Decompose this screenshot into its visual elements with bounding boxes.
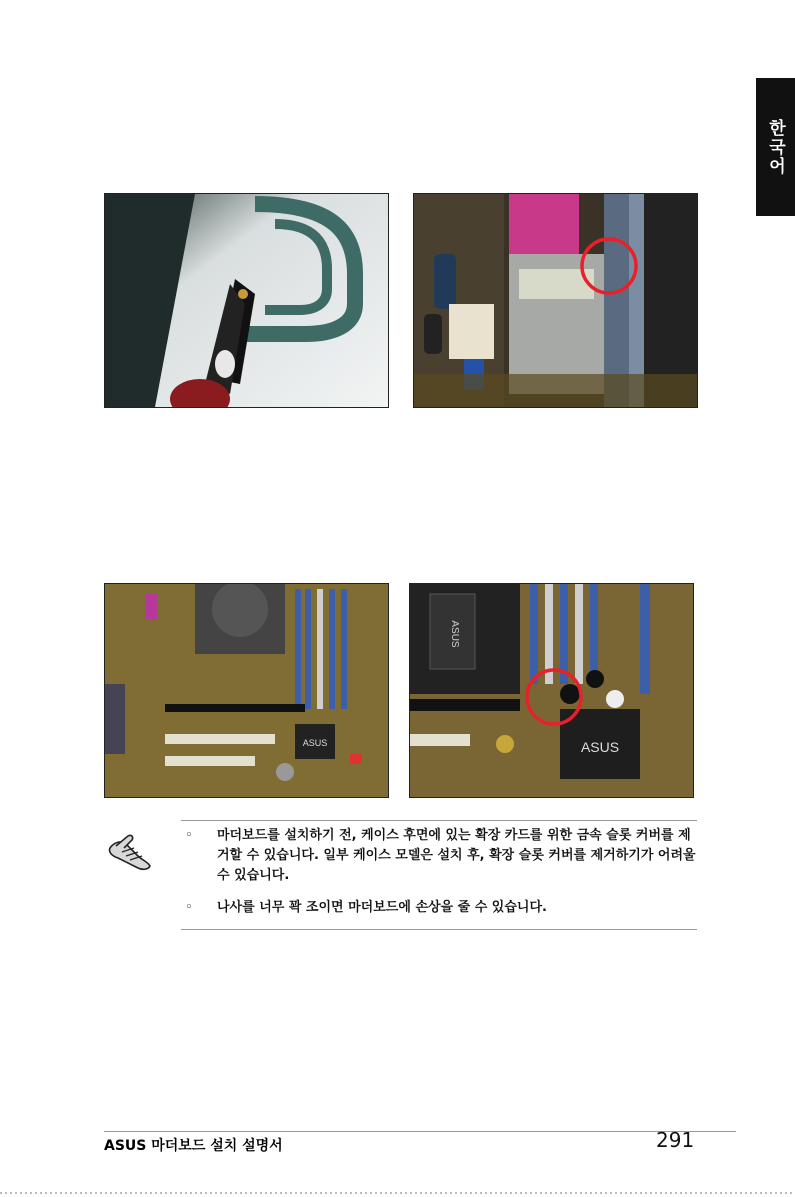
svg-text:ASUS: ASUS [302,738,328,748]
photo-pliers-case [104,193,389,408]
bottom-dotted-line [0,1192,795,1194]
language-tab [756,78,795,216]
photo-motherboard-overview [104,583,389,798]
language-tab-label: 한국어 [765,118,785,176]
photo-motherboard-screw-highlight [409,583,694,798]
note-text: 마더보드를 설치하기 전, 케이스 후면에 있는 확장 카드를 위한 금속 슬롯 커버를 제거할 수 있습니다. 일부 케이스 모델은 설치 후, 확장 슬롯 커버를 제거하기가 어려울 수 있습니다. [217,828,696,883]
note-bullet: ◦ [185,900,193,915]
svg-text:ASUS: ASUS [449,620,460,648]
footer-title: ASUS 마더보드 설치 설명서 [104,1138,283,1154]
page-number: 291 [656,1128,695,1152]
note-top-rule [181,820,697,821]
svg-text:ASUS: ASUS [580,739,620,755]
footer-rule [104,1131,736,1132]
note-list [181,826,697,918]
note-hand-icon [104,834,156,874]
photo-io-shield-highlight [413,193,698,408]
note-item [181,898,697,918]
note-item [181,826,697,886]
note-text: 나사를 너무 꽉 조이면 마더보드에 손상을 줄 수 있습니다. [217,900,547,915]
note-bottom-rule [181,929,697,930]
note-bullet: ◦ [185,828,193,843]
